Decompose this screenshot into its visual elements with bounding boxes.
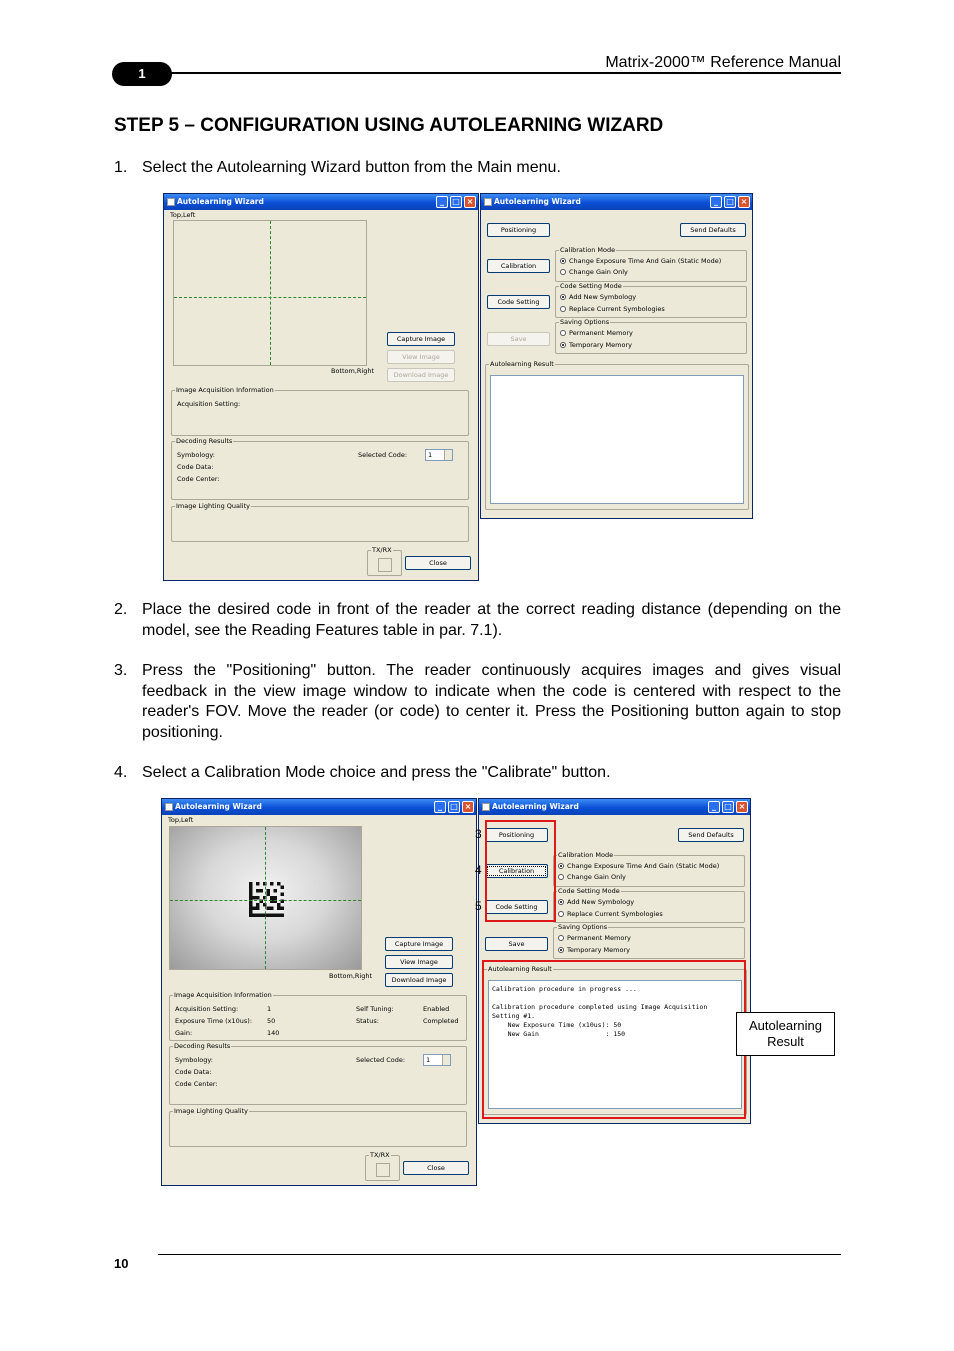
crosshair-horizontal bbox=[170, 900, 361, 901]
step-text: Select the Autolearning Wizard button from the Main menu. bbox=[142, 159, 561, 176]
option-label: Change Gain Only bbox=[567, 873, 626, 881]
app-icon bbox=[167, 198, 175, 206]
radio-change-gain[interactable] bbox=[558, 874, 564, 880]
acquisition-setting-value: 1 bbox=[267, 1005, 272, 1013]
calibration-button[interactable]: Calibration bbox=[485, 864, 548, 878]
radio-permanent-memory[interactable] bbox=[560, 330, 566, 336]
code-data-label: Code Data: bbox=[177, 463, 214, 471]
close-icon[interactable]: × bbox=[736, 801, 748, 813]
step-4 bbox=[114, 763, 841, 784]
titlebar bbox=[479, 799, 750, 815]
group-title: Saving Options bbox=[560, 318, 610, 326]
image-lighting-group bbox=[171, 502, 469, 542]
step-3 bbox=[114, 661, 841, 743]
download-image-button[interactable]: Download Image bbox=[385, 973, 453, 987]
crosshair-horizontal bbox=[174, 297, 366, 298]
save-button[interactable]: Save bbox=[487, 332, 550, 346]
download-image-button[interactable]: Download Image bbox=[387, 368, 455, 382]
image-acquisition-group bbox=[171, 386, 469, 436]
txrx-group bbox=[367, 546, 402, 576]
maximize-icon[interactable]: □ bbox=[448, 801, 460, 813]
autolearning-result-callout: Autolearning Result bbox=[736, 1012, 835, 1056]
window-title: Autolearning Wizard bbox=[494, 197, 581, 206]
step-title: STEP 5 – CONFIGURATION USING AUTOLEARNING WIZARD bbox=[114, 115, 664, 136]
window-title: Autolearning Wizard bbox=[175, 802, 262, 811]
image-view bbox=[173, 220, 367, 366]
footer-rule bbox=[158, 1254, 841, 1255]
image-lighting-group bbox=[169, 1107, 467, 1147]
capture-image-button[interactable]: Capture Image bbox=[385, 937, 453, 951]
view-image-button[interactable]: View Image bbox=[385, 955, 453, 969]
maximize-icon[interactable]: □ bbox=[450, 196, 462, 208]
close-button[interactable]: Close bbox=[403, 1161, 469, 1175]
step-2 bbox=[114, 600, 841, 641]
header-rule bbox=[150, 72, 841, 74]
capture-image-button[interactable]: Capture Image bbox=[387, 332, 455, 346]
step-number: 4. bbox=[114, 764, 128, 781]
radio-temporary-memory[interactable] bbox=[560, 342, 566, 348]
result-text-area[interactable]: Calibration procedure in progress ... Calibration procedure completed using Image Acquisition Setting #1. New Exposure Time (x10us): 50 New Gain : 150 bbox=[488, 980, 742, 1109]
group-title: TX/RX bbox=[372, 546, 392, 554]
image-acquisition-group bbox=[169, 991, 467, 1041]
save-button[interactable]: Save bbox=[485, 937, 548, 951]
group-title: Image Lighting Quality bbox=[174, 1107, 248, 1115]
exposure-time-label: Exposure Time (x10us): bbox=[175, 1017, 253, 1025]
crosshair-vertical bbox=[265, 827, 266, 969]
option-label: Temporary Memory bbox=[569, 341, 632, 349]
code-setting-button[interactable]: Code Setting bbox=[485, 900, 548, 914]
selected-code-label: Selected Code: bbox=[358, 451, 408, 459]
option-label: Change Exposure Time And Gain (Static Mode) bbox=[567, 862, 720, 870]
autolearning-result-group bbox=[485, 360, 749, 510]
radio-replace-symbologies[interactable] bbox=[560, 306, 566, 312]
radio-replace-symbologies[interactable] bbox=[558, 911, 564, 917]
page-number: 10 bbox=[114, 1256, 129, 1271]
group-title: Calibration Mode bbox=[560, 246, 616, 254]
option-label: Permanent Memory bbox=[569, 329, 633, 337]
acquisition-setting-label: Acquisition Setting: bbox=[175, 1005, 239, 1013]
calibration-button[interactable]: Calibration bbox=[487, 259, 550, 273]
close-icon[interactable]: × bbox=[462, 801, 474, 813]
option-label: Change Gain Only bbox=[569, 268, 628, 276]
calibration-mode-group bbox=[553, 851, 745, 887]
callout-number-3: 3 bbox=[475, 827, 482, 841]
selected-code-stepper[interactable]: 1 bbox=[425, 449, 453, 461]
group-title: Autolearning Result bbox=[488, 965, 552, 973]
selected-code-label: Selected Code: bbox=[356, 1056, 406, 1064]
bottom-right-label: Bottom,Right bbox=[329, 972, 373, 980]
step-number: 2. bbox=[114, 601, 128, 618]
code-setting-mode-group bbox=[555, 282, 747, 318]
view-image-button[interactable]: View Image bbox=[387, 350, 455, 364]
symbology-label: Symbology: bbox=[175, 1056, 213, 1064]
code-setting-mode-group bbox=[553, 887, 745, 923]
radio-add-symbology[interactable] bbox=[558, 899, 564, 905]
radio-change-exposure[interactable] bbox=[558, 863, 564, 869]
close-icon[interactable]: × bbox=[738, 196, 750, 208]
minimize-icon[interactable]: _ bbox=[434, 801, 446, 813]
group-title: Decoding Results bbox=[176, 437, 233, 445]
titlebar bbox=[481, 194, 752, 210]
result-highlight-box bbox=[482, 960, 746, 1119]
step-number: 3. bbox=[114, 662, 128, 679]
self-tuning-label: Self Tuning: bbox=[356, 1005, 394, 1013]
saving-options-group bbox=[555, 318, 747, 354]
radio-change-gain[interactable] bbox=[560, 269, 566, 275]
close-icon[interactable]: × bbox=[464, 196, 476, 208]
group-title: TX/RX bbox=[370, 1151, 390, 1159]
gain-label: Gain: bbox=[175, 1029, 193, 1037]
option-label: Replace Current Symbologies bbox=[567, 910, 663, 918]
saving-options-group bbox=[553, 923, 745, 959]
radio-change-exposure[interactable] bbox=[560, 258, 566, 264]
callout-number-4: 4 bbox=[475, 863, 482, 877]
radio-add-symbology[interactable] bbox=[560, 294, 566, 300]
radio-permanent-memory[interactable] bbox=[558, 935, 564, 941]
wizard-window-left-2 bbox=[161, 798, 477, 1186]
step-number: 1. bbox=[114, 159, 128, 176]
txrx-indicator bbox=[376, 1163, 390, 1177]
option-label: Change Exposure Time And Gain (Static Mode) bbox=[569, 257, 722, 265]
bottom-right-label: Bottom,Right bbox=[331, 367, 375, 375]
option-label: Permanent Memory bbox=[567, 934, 631, 942]
titlebar bbox=[162, 799, 476, 815]
chapter-badge: 1 bbox=[112, 62, 172, 86]
send-defaults-button[interactable]: Send Defaults bbox=[678, 828, 744, 842]
code-center-label: Code Center: bbox=[177, 475, 220, 483]
maximize-icon[interactable]: □ bbox=[724, 196, 736, 208]
minimize-icon[interactable]: _ bbox=[710, 196, 722, 208]
app-icon bbox=[484, 198, 492, 206]
window-title: Autolearning Wizard bbox=[492, 802, 579, 811]
maximize-icon[interactable]: □ bbox=[722, 801, 734, 813]
callout-number-5: 5 bbox=[475, 899, 482, 913]
close-button[interactable]: Close bbox=[405, 556, 471, 570]
send-defaults-button[interactable]: Send Defaults bbox=[680, 223, 746, 237]
buttons-highlight-box bbox=[485, 820, 556, 922]
crosshair-vertical bbox=[270, 221, 271, 365]
group-title: Image Acquisition Information bbox=[176, 386, 274, 394]
txrx-indicator bbox=[378, 558, 392, 572]
code-setting-button[interactable]: Code Setting bbox=[487, 295, 550, 309]
option-label: Temporary Memory bbox=[567, 946, 630, 954]
exposure-time-value: 50 bbox=[267, 1017, 276, 1025]
app-icon bbox=[165, 803, 173, 811]
decoding-results-group bbox=[171, 437, 469, 500]
positioning-button[interactable]: Positioning bbox=[487, 223, 550, 237]
option-label: Add New Symbology bbox=[567, 898, 635, 906]
result-text-area[interactable] bbox=[490, 375, 744, 504]
group-title: Code Setting Mode bbox=[558, 887, 620, 895]
status-label: Status: bbox=[356, 1017, 379, 1025]
gain-value: 140 bbox=[267, 1029, 280, 1037]
positioning-button[interactable]: Positioning bbox=[485, 828, 548, 842]
status-value: Completed bbox=[423, 1017, 459, 1025]
step-1 bbox=[114, 158, 841, 179]
group-title: Decoding Results bbox=[174, 1042, 231, 1050]
self-tuning-value: Enabled bbox=[423, 1005, 450, 1013]
group-title: Autolearning Result bbox=[490, 360, 554, 368]
app-icon bbox=[482, 803, 490, 811]
txrx-group bbox=[365, 1151, 400, 1181]
wizard-window-left-1 bbox=[163, 193, 479, 581]
top-left-label: Top,Left bbox=[168, 816, 194, 824]
titlebar bbox=[164, 194, 478, 210]
acquisition-setting-label: Acquisition Setting: bbox=[177, 400, 241, 408]
radio-temporary-memory[interactable] bbox=[558, 947, 564, 953]
step-text: Press the "Positioning" button. The reader continuously acquires images and gives visual feedback in the view image window to indicate when the code is centered with respect to the reader's FOV. Move the reader (or code) to center it. Press the Positioning button again to stop positioning. bbox=[142, 662, 841, 741]
selected-code-stepper[interactable]: 1 bbox=[423, 1054, 451, 1066]
group-title: Code Setting Mode bbox=[560, 282, 622, 290]
minimize-icon[interactable]: _ bbox=[436, 196, 448, 208]
top-left-label: Top,Left bbox=[170, 211, 196, 219]
step-text: Select a Calibration Mode choice and press the "Calibrate" button. bbox=[142, 764, 611, 781]
decoding-results-group bbox=[169, 1042, 467, 1105]
calibration-mode-group bbox=[555, 246, 747, 282]
option-label: Replace Current Symbologies bbox=[569, 305, 665, 313]
group-title: Image Acquisition Information bbox=[174, 991, 272, 999]
group-title: Saving Options bbox=[558, 923, 608, 931]
symbology-label: Symbology: bbox=[177, 451, 215, 459]
option-label: Add New Symbology bbox=[569, 293, 637, 301]
minimize-icon[interactable]: _ bbox=[708, 801, 720, 813]
wizard-window-right-1 bbox=[480, 193, 753, 519]
code-center-label: Code Center: bbox=[175, 1080, 218, 1088]
code-data-label: Code Data: bbox=[175, 1068, 212, 1076]
captured-image-view bbox=[169, 826, 362, 970]
window-title: Autolearning Wizard bbox=[177, 197, 264, 206]
manual-title: Matrix-2000™ Reference Manual bbox=[605, 54, 841, 71]
group-title: Image Lighting Quality bbox=[176, 502, 250, 510]
group-title: Calibration Mode bbox=[558, 851, 614, 859]
step-text: Place the desired code in front of the reader at the correct reading distance (depending on the model, see the Reading Features table in par. 7.1). bbox=[142, 601, 841, 639]
